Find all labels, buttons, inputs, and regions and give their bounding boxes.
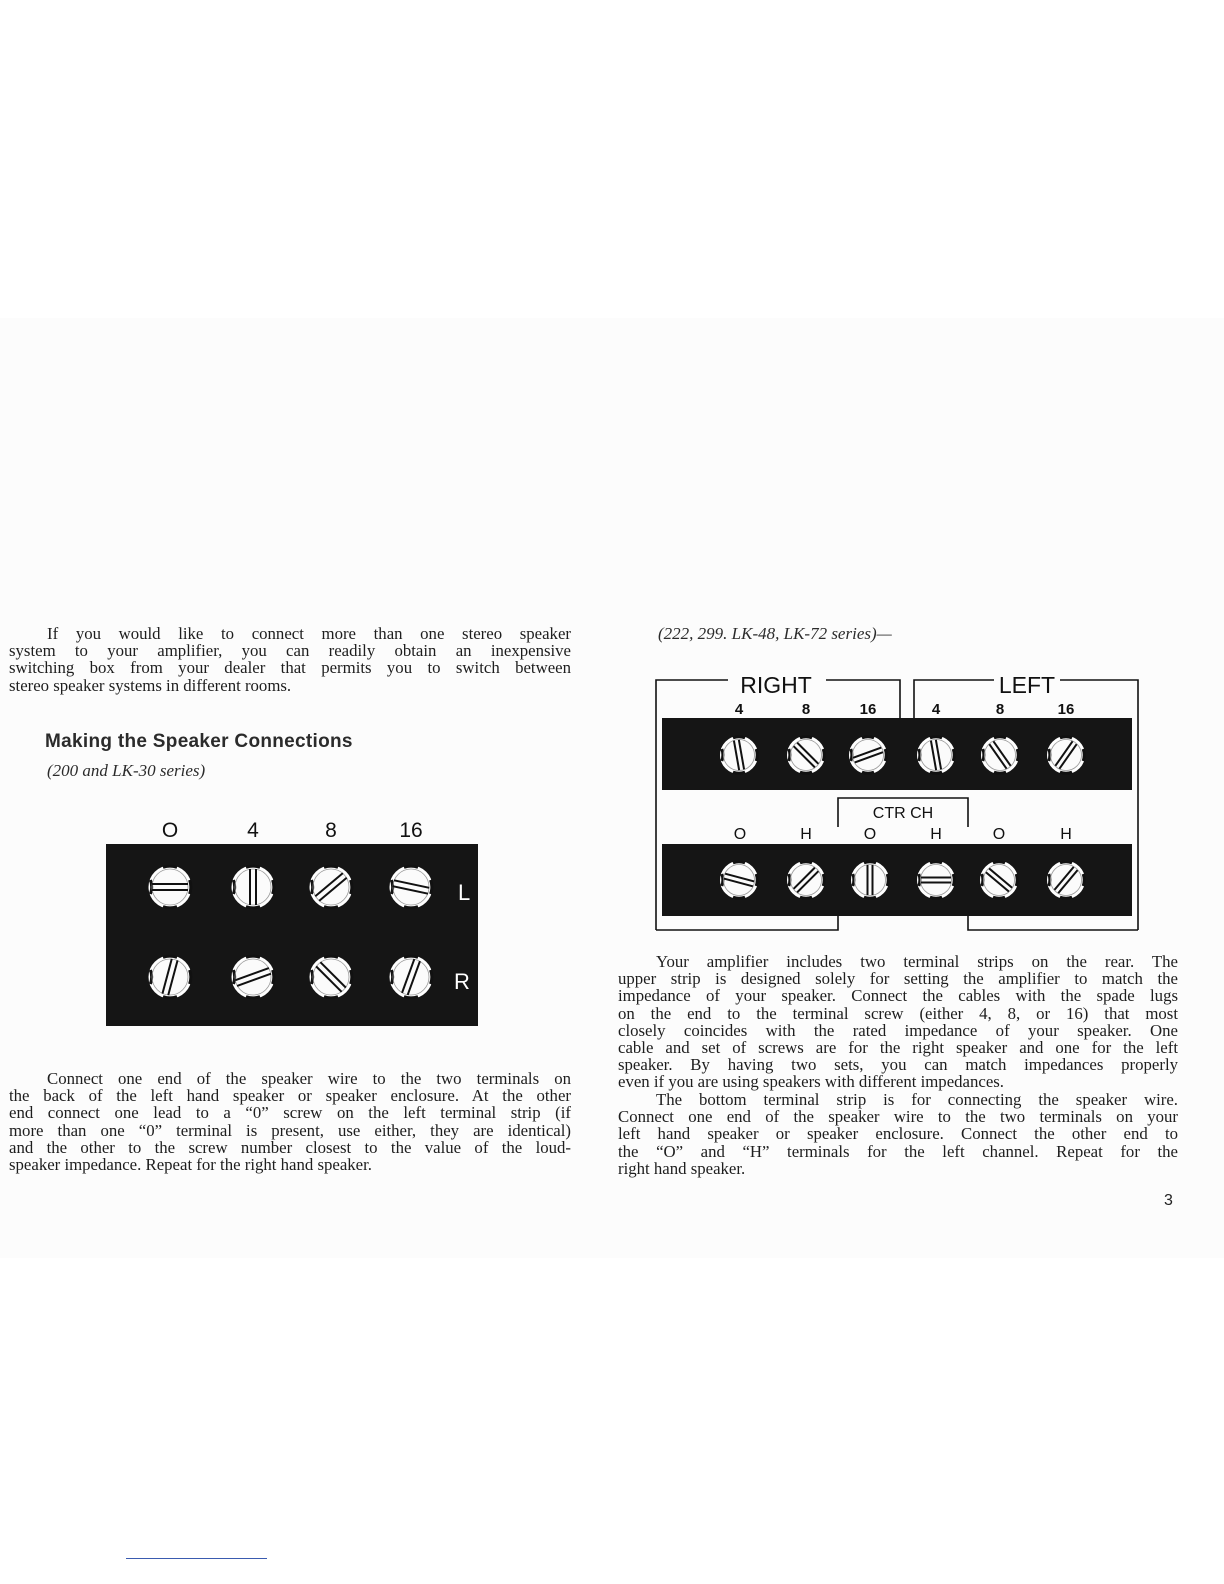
left-terminal-diagram <box>100 812 500 1032</box>
row-label-R: R <box>454 969 470 994</box>
bottom-label-H-right: H <box>800 826 812 843</box>
screw-L-8 <box>311 866 352 908</box>
right-body-line: impedance of your speaker. Connect the cables with the spade lugs <box>618 986 1178 1006</box>
right-body-line: upper strip is designed solely for setting the amplifier to match the <box>618 969 1178 989</box>
left-body-line: Connect one end of the speaker wire to the two terminals on <box>47 1069 571 1088</box>
col-label-4: 4 <box>247 819 259 842</box>
screw-L-O <box>150 866 191 908</box>
right-body-line: cable and set of screws are for the right speaker and one for the left <box>618 1038 1178 1058</box>
bottom-label-H-left: H <box>1060 826 1072 843</box>
left-body-line: and the other to the screw number closest to the value of the loud- <box>9 1137 571 1157</box>
bottom-label-O-center: O <box>863 826 877 843</box>
center-channel-label: CTR CH <box>872 805 934 822</box>
intro-line: If you would like to connect more than one stereo speaker <box>47 624 571 643</box>
right-body-line: right hand speaker. <box>618 1158 746 1178</box>
upper-screw-5 <box>982 737 1018 773</box>
bottom-label-O-right: O <box>733 826 747 843</box>
right-tap-8: 8 <box>801 701 811 718</box>
section-heading: Making the Speaker Connections <box>45 731 353 752</box>
left-tap-4: 4 <box>931 701 941 718</box>
left-body-paragraph <box>9 1070 571 1173</box>
lower-screw-3 <box>852 862 888 898</box>
screw-R-8 <box>311 956 352 998</box>
right-body-line: left hand speaker or speaker enclosure. Connect the other end to <box>618 1124 1178 1144</box>
bottom-label-H-center: H <box>930 826 942 843</box>
left-body-line: speaker impedance. Repeat for the right hand speaker. <box>9 1155 372 1175</box>
lower-screw-4 <box>918 862 954 898</box>
right-body-line: speaker. By having two sets, you can match impedances properly <box>618 1055 1178 1075</box>
right-tap-16: 16 <box>859 701 877 718</box>
left-body-line: the back of the left hand speaker or speaker enclosure. At the other <box>9 1086 571 1106</box>
lower-screw-5 <box>981 862 1017 898</box>
page-number: 3 <box>1164 1192 1173 1209</box>
screw-R-16 <box>391 956 432 998</box>
right-body-line: Your amplifier includes two terminal strips on the rear. The <box>656 952 1178 971</box>
screw-L-4 <box>233 866 274 908</box>
intro-line: switching box from your dealer that permits you to switch between <box>9 658 571 678</box>
upper-screw-6 <box>1048 737 1084 773</box>
right-body-line: the “O” and “H” terminals for the left channel. Repeat for the <box>618 1141 1178 1161</box>
upper-screw-4 <box>918 737 954 773</box>
right-terminal-diagram <box>648 668 1148 938</box>
screw-R-O <box>150 956 191 998</box>
intro-line: system to your amplifier, you can readily obtain an inexpensive <box>9 641 571 661</box>
right-channel-label: RIGHT <box>740 672 812 698</box>
upper-screw-1 <box>721 737 757 773</box>
right-body-line: Connect one end of the speaker wire to the two terminals on your <box>618 1107 1178 1127</box>
bottom-label-O-left: O <box>992 826 1006 843</box>
right-paragraph-1 <box>618 953 1178 1091</box>
lower-screw-2 <box>788 862 824 898</box>
left-body-line: more than one “0” terminal is present, use either, they are identical) <box>9 1120 571 1140</box>
right-paragraph-2 <box>618 1091 1178 1177</box>
right-body-line: even if you are using speakers with different impedances. <box>618 1072 1004 1092</box>
intro-line: stereo speaker systems in different rooms. <box>9 675 292 695</box>
intro-paragraph <box>9 625 571 694</box>
col-label-16: 16 <box>399 819 423 842</box>
left-series-subheading: (200 and LK-30 series) <box>47 761 206 780</box>
screw-L-16 <box>391 866 432 908</box>
right-series-subheading: (222, 299. LK-48, LK-72 series)— <box>658 624 892 643</box>
col-label-O: O <box>161 819 179 842</box>
upper-screw-2 <box>788 737 824 773</box>
upper-screw-3 <box>850 737 886 773</box>
row-label-L: L <box>458 880 471 905</box>
col-label-8: 8 <box>325 819 337 842</box>
right-tap-4: 4 <box>734 701 744 718</box>
left-tap-8: 8 <box>995 701 1005 718</box>
left-channel-label: LEFT <box>998 672 1056 698</box>
left-body-line: end connect one lead to a “0” screw on the left terminal strip (if <box>9 1103 571 1123</box>
right-body-line: on the end to the terminal screw (either 4, 8, or 16) that most <box>618 1003 1178 1023</box>
right-body-line: closely coincides with the rated impedance of your speaker. One <box>618 1020 1178 1040</box>
screw-R-4 <box>233 956 274 998</box>
left-tap-16: 16 <box>1057 701 1075 718</box>
lower-screw-6 <box>1048 862 1084 898</box>
lower-screw-1 <box>721 862 757 898</box>
right-body-line: The bottom terminal strip is for connecting the speaker wire. <box>656 1090 1178 1109</box>
footer-rule <box>126 1558 267 1559</box>
